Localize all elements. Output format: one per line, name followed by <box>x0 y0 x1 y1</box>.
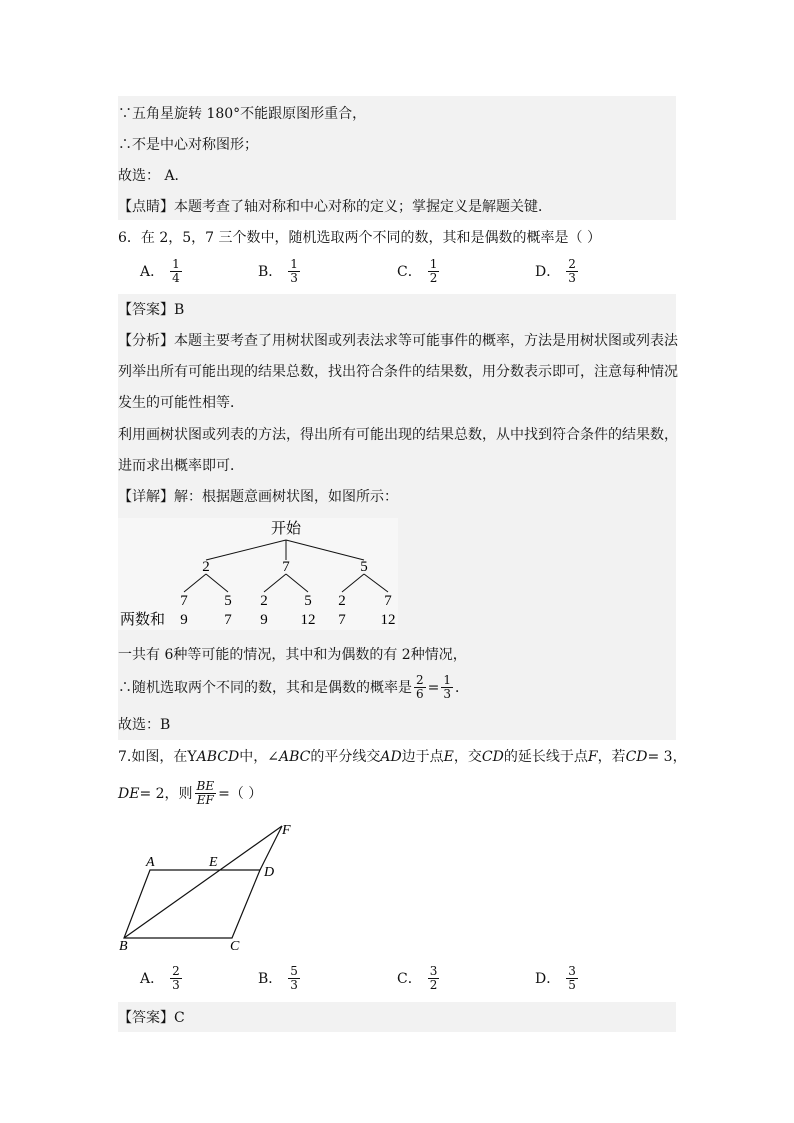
solution-line: ∴不是中心对称图形； <box>118 137 258 153</box>
tree-sum-value: 9 <box>260 612 268 628</box>
option-fraction: $\frac{3}{5}$ <box>568 964 576 992</box>
q7-option-d[interactable] <box>535 965 580 992</box>
option-letter: A． <box>140 263 165 280</box>
tree-level2-node: 2 <box>338 593 346 609</box>
label-e: E <box>209 855 218 870</box>
q6-analysis-line: 发生的可能性相等． <box>118 395 244 411</box>
option-fraction: $\frac{3}{2}$ <box>429 964 438 992</box>
conclusion-fraction: $\frac{2}{6}$ <box>416 673 424 701</box>
option-fraction: $\frac{1}{3}$ <box>290 257 298 285</box>
q7-option-b[interactable] <box>258 965 302 992</box>
solution-line: 故选： A． <box>118 168 189 184</box>
q6-option-d[interactable] <box>535 258 580 285</box>
tree-sum-value: 7 <box>224 612 232 628</box>
option-fraction: $\frac{1}{2}$ <box>429 257 438 285</box>
q7-option-c[interactable] <box>397 965 441 992</box>
conclusion-text: ∴随机选取两个不同的数，其和是偶数的概率是 <box>118 679 412 696</box>
option-letter: A． <box>140 970 165 987</box>
tree-sum-value: 7 <box>338 612 346 628</box>
tree-sum-value: 9 <box>180 612 188 628</box>
option-letter: D． <box>535 970 561 987</box>
label-b: B <box>119 939 128 952</box>
q6-analysis-line: 列举出所有可能出现的结果总数，找出符合条件的结果数，用分数表示即可，注意每种情况 <box>118 364 678 380</box>
q6-option-a[interactable] <box>140 258 184 285</box>
question-7-stem-line2: DE = 2，则 $\frac{BE}{EF}$ =（ ） <box>118 779 263 807</box>
q6-conclusion-line <box>118 674 469 701</box>
label-c: C <box>230 939 240 952</box>
q6-analysis-line: 【分析】本题主要考查了用树状图或列表法求等可能事件的概率，方法是用树状图或列表法 <box>118 333 678 349</box>
option-fraction: $\frac{2}{3}$ <box>172 964 180 992</box>
option-fraction: $\frac{2}{3}$ <box>568 257 576 285</box>
parallelogram-figure <box>118 822 298 952</box>
option-letter: C． <box>397 263 422 280</box>
q7-option-a[interactable] <box>140 965 184 992</box>
q6-option-b[interactable] <box>258 258 302 285</box>
tree-level1-node: 7 <box>282 559 290 575</box>
tree-sum-label: 两数和 <box>120 612 166 628</box>
question-6-stem: 6．在 2，5，7 三个数中，随机选取两个不同的数，其和是偶数的概率是（ ） <box>118 230 601 246</box>
option-fraction: $\frac{5}{3}$ <box>290 964 298 992</box>
label-f: F <box>282 823 291 838</box>
option-letter: D． <box>535 263 561 280</box>
q7-answer: 【答案】C <box>118 1010 185 1026</box>
label-a: A <box>146 855 155 870</box>
q6-answer: 【答案】B <box>118 302 185 318</box>
tree-diagram <box>118 518 398 630</box>
tree-level1-node: 5 <box>360 559 368 575</box>
tip-line: 【点睛】本题考查了轴对称和中心对称的定义；掌握定义是解题关键． <box>118 199 552 215</box>
conclusion-text: ． <box>455 679 470 696</box>
q6-analysis-line: 利用画树状图或列表的方法，得出所有可能出现的结果总数，从中找到符合条件的结果数， <box>118 427 678 443</box>
q6-option-c[interactable] <box>397 258 441 285</box>
tree-sum-value: 12 <box>380 612 396 628</box>
option-letter: B． <box>258 970 283 987</box>
solution-line: ∵五角星旋转 180°不能跟原图形重合， <box>118 106 367 122</box>
tree-level2-node: 5 <box>224 593 232 609</box>
ratio-fraction: $\frac{BE}{EF}$ <box>196 779 215 807</box>
q6-choose: 故选：B <box>118 717 171 733</box>
tree-level1-node: 2 <box>202 559 210 575</box>
tree-root: 开始 <box>270 521 302 537</box>
tree-level2-node: 7 <box>384 593 392 609</box>
question-7-stem: 7.如图，在YABCD中，∠ABC的平分线交AD边于点E，交CD的延长线于点F，若CD= 3， <box>118 749 687 765</box>
conclusion-fraction: $\frac{1}{3}$ <box>443 673 452 701</box>
q6-detail-line: 【详解】解：根据题意画树状图，如图所示： <box>118 489 398 505</box>
tree-sum-value: 12 <box>300 612 316 628</box>
q6-analysis-line: 进而求出概率即可． <box>118 458 244 474</box>
tree-level2-node: 7 <box>180 593 188 609</box>
label-d: D <box>264 865 275 880</box>
tree-level2-node: 5 <box>304 593 312 609</box>
tree-level2-node: 2 <box>260 593 268 609</box>
equals-sign: = <box>427 679 440 696</box>
option-letter: C． <box>397 970 422 987</box>
option-letter: B． <box>258 263 283 280</box>
option-fraction: $\frac{1}{4}$ <box>172 257 180 285</box>
q6-conclusion-line: 一共有 6种等可能的情况，其中和为偶数的有 2种情况， <box>118 647 467 663</box>
answer-block-shade <box>118 1002 676 1032</box>
